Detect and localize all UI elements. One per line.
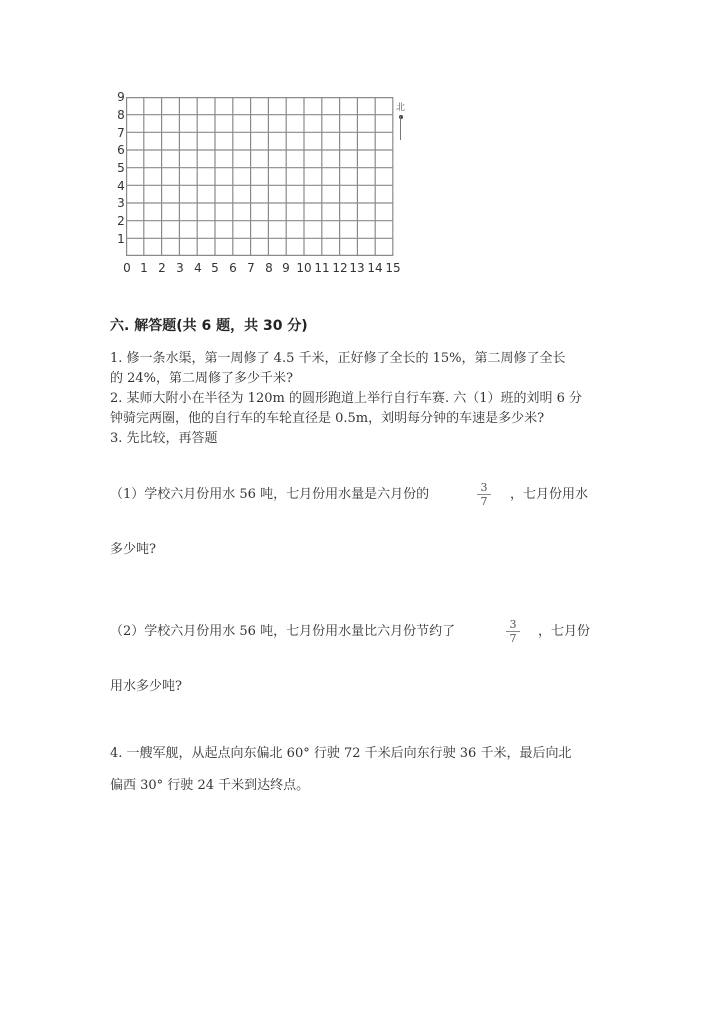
y-axis-label: 2: [117, 214, 125, 228]
fraction-numerator: 3: [506, 618, 520, 632]
x-axis-label: 9: [282, 261, 290, 275]
question-1-line-2: 的 24%，第二周修了多少千米?: [110, 371, 293, 386]
fraction-3-7: [506, 618, 520, 645]
north-label: 北: [396, 103, 406, 113]
question-3-part-1-after: ，七月份用水: [510, 487, 589, 502]
question-3-part-2-line-2: 用水多少吨?: [110, 679, 182, 694]
question-3-part-2-after: ，七月份: [538, 624, 591, 639]
y-axis-label: 6: [117, 143, 125, 157]
x-axis-label: 11: [314, 261, 330, 275]
x-axis-label: 4: [194, 261, 202, 275]
y-axis-label: 3: [117, 196, 125, 210]
x-axis-label: 6: [229, 261, 237, 275]
x-axis-label: 8: [265, 261, 273, 275]
fraction-denominator: 7: [480, 495, 488, 508]
fraction-numerator: 3: [477, 481, 491, 495]
x-axis-label: 15: [385, 261, 401, 275]
x-axis-label: 10: [296, 261, 312, 275]
x-axis-label: 1: [140, 261, 148, 275]
question-3-title: 3. 先比较，再答题: [110, 431, 218, 446]
y-axis-label: 1: [117, 232, 125, 246]
grid-lines: [126, 97, 394, 257]
question-1-line-1: 1. 修一条水渠，第一周修了 4.5 千米，正好修了全长的 15%，第二周修了全长: [110, 351, 566, 366]
question-3-part-1-text: （1）学校六月份用水 56 吨，七月份用水量是六月份的: [110, 487, 430, 502]
question-3-part-1-line-2: 多少吨?: [110, 542, 156, 557]
x-axis-label: 0: [123, 261, 131, 275]
north-arrow-line: [400, 116, 401, 140]
x-axis-label: 2: [158, 261, 166, 275]
x-axis-label: 3: [176, 261, 184, 275]
x-axis-label: 13: [349, 261, 365, 275]
x-axis-label: 12: [332, 261, 348, 275]
question-4-line-2: 偏西 30° 行驶 24 千米到达终点。: [110, 778, 310, 793]
question-4-line-1: 4. 一艘军舰，从起点向东偏北 60° 行驶 72 千米后向东行驶 36 千米，最后向北: [110, 746, 572, 761]
section-title: 六. 解答题(共 6 题，共 30 分): [110, 318, 308, 334]
question-2-line-1: 2. 某师大附小在半径为 120m 的圆形跑道上举行自行车赛. 六（1）班的刘明 6 分: [110, 391, 583, 406]
question-3-part-2-text: （2）学校六月份用水 56 吨，七月份用水量比六月份节约了: [110, 624, 456, 639]
fraction-denominator: 7: [509, 632, 517, 645]
y-axis-label: 9: [117, 90, 125, 104]
fraction-3-7: [477, 481, 491, 508]
question-2-line-2: 钟骑完两圈，他的自行车的车轮直径是 0.5m，刘明每分钟的车速是多少米?: [110, 411, 545, 426]
y-axis-label: 8: [117, 108, 125, 122]
y-axis-label: 4: [117, 179, 125, 193]
x-axis-label: 7: [247, 261, 255, 275]
x-axis-label: 5: [211, 261, 219, 275]
y-axis-label: 5: [117, 161, 125, 175]
y-axis-label: 7: [117, 126, 125, 140]
x-axis-label: 14: [367, 261, 383, 275]
